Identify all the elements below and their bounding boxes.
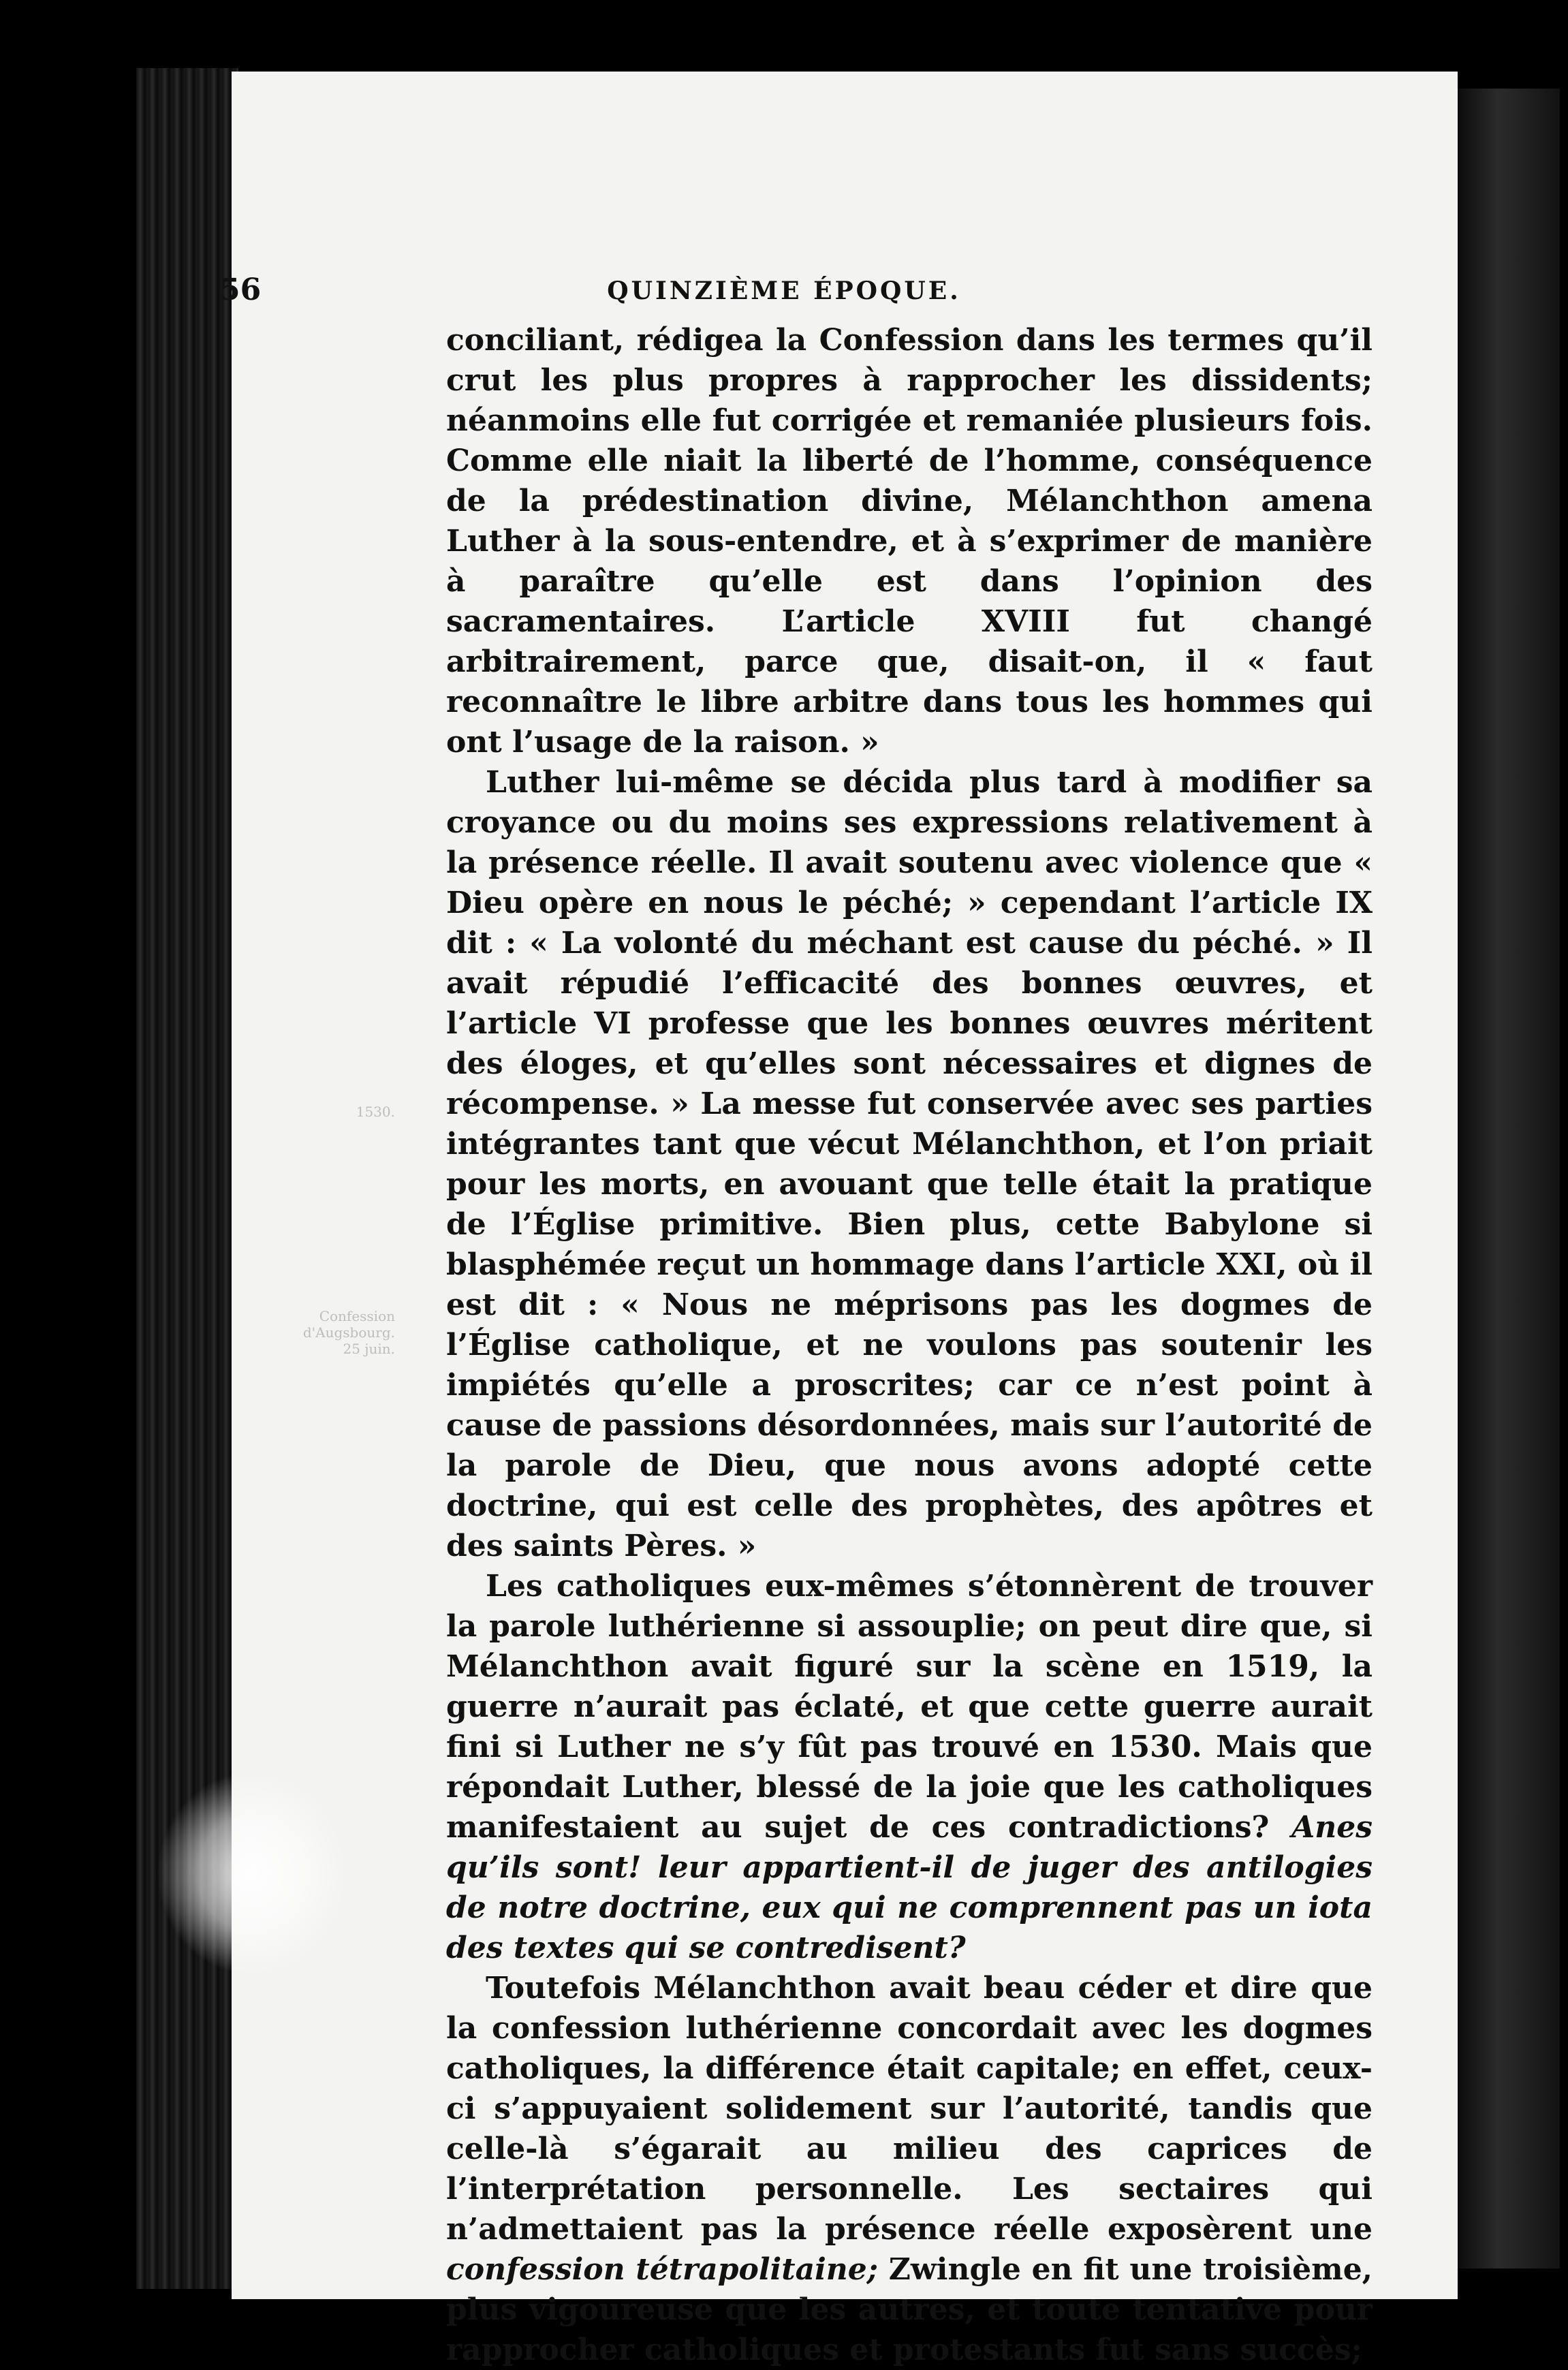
paper-stain xyxy=(157,1771,347,1976)
page-number: 56 xyxy=(219,272,262,307)
paragraph-4-text-b: Zwingle en fit une troisième, plus vigoureuse que les autres, et toute tentative pour rapprocher catholiques et protestants fut sans succès; xyxy=(446,2252,1373,2367)
running-title: QUINZIÈME ÉPOQUE. xyxy=(607,277,961,305)
margin-note-confession: Confession d'Augsbourg. 25 juin. xyxy=(302,1308,395,1357)
paragraph-3 xyxy=(446,1566,1373,1968)
body-text xyxy=(446,320,1373,2370)
paragraph-2: Luther lui-même se décida plus tard à modifier sa croyance ou du moins ses expressions relativement à la présence réelle. Il avait soutenu avec violence que « Dieu opère en nous le péché; » cependant l’article IX dit : « La volonté du méchant est cause du péché. » Il avait répudié l’efficacité des bonnes œuvres, et l’article VI professe que les bonnes œuvres méritent des éloges, et qu’elles sont nécessaires et dignes de récompense. » La messe fut conservée avec ses parties intégrantes tant que vécut Mélanchthon, et l’on priait pour les morts, en avouant que telle était la pratique de l’Église primitive. Bien plus, cette Babylone si blasphémée reçut un hommage dans l’article XXI, où il est dit : « Nous ne méprisons pas les dogmes de l’Église catholique, et ne voulons pas soutenir les impiétés qu’elle a proscrites; car ce n’est point à cause de passions désordonnées, mais sur l’autorité de la parole de Dieu, que nous avons adopté cette doctrine, qui est celle des prophètes, des apôtres et des saints Pères. » xyxy=(446,765,1373,1563)
paragraph-4-italic: confession tétrapolitaine; xyxy=(446,2252,889,2287)
page-edge-shadow xyxy=(1458,89,1560,2268)
paragraph-3-text: Les catholiques eux-mêmes s’étonnèrent de trouver la parole luthérienne si assouplie; on peut dire que, si Mélanchthon avait figuré sur la scène en 1519, la guerre n’aurait pas éclaté, et que cette guerre aurait fini si Luther ne s’y fût pas trouvé en 1530. Mais que répondait Luther, blessé de la joie que les catholiques manifestaient au sujet de ces contradictions? xyxy=(446,1569,1373,1845)
margin-note-year: 1530. xyxy=(356,1104,395,1120)
paragraph-3-quote: Anes qu’ils sont! leur appartient-il de juger des antilogies de notre doctrine, eux qui ne comprennent pas un iota des textes qui se contredisent? xyxy=(446,1810,1373,1965)
paragraph-4-text-a: Toutefois Mélanchthon avait beau céder et dire que la confession luthérienne concordait avec les dogmes catholiques, la différence était capitale; en effet, ceux-ci s’appuyaient solidement sur l’autorité, tandis que celle-là s’égarait au milieu des caprices de l’interprétation personnelle. Les sectaires qui n’admettaient pas la présence réelle exposèrent une xyxy=(446,1971,1373,2247)
paragraph-1: conciliant, rédigea la Confession dans les termes qu’il crut les plus propres à rapprocher les dissidents; néanmoins elle fut corrigée et remaniée plusieurs fois. Comme elle niait la liberté de l’homme, conséquence de la prédestination divine, Mélanchthon amena Luther à la sous-entendre, et à s’exprimer de manière à paraître qu’elle est dans l’opinion des sacramentaires. L’article XVIII fut changé arbitrairement, parce que, disait-on, il « faut reconnaître le libre arbitre dans tous les hommes qui ont l’usage de la raison. » xyxy=(446,323,1373,760)
paragraph-4 xyxy=(446,1968,1373,2370)
